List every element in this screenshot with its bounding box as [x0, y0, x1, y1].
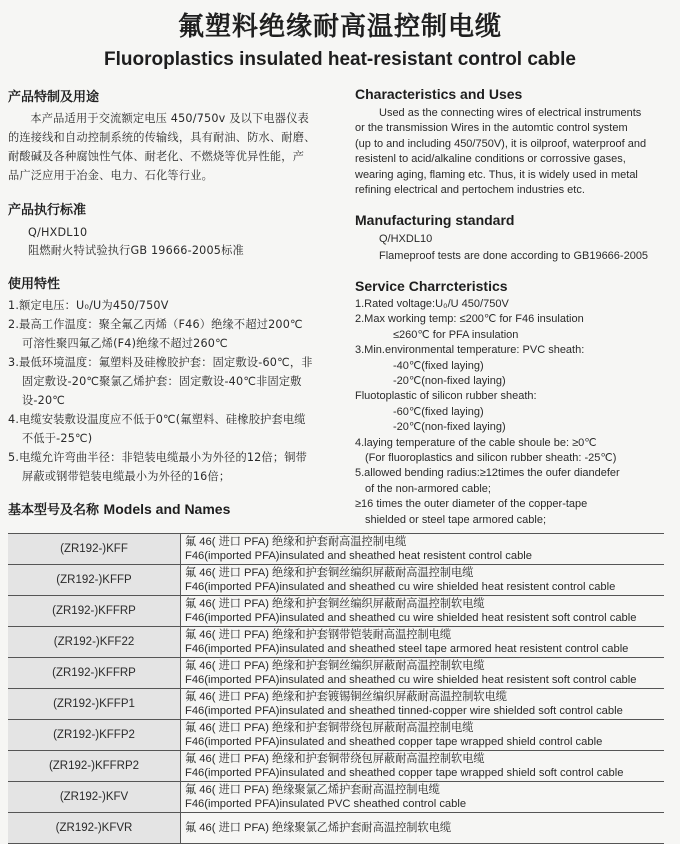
description-cn: 氟 46( 进口 PFA) 绝缘和护套铜丝编织屏蔽耐高温控制电缆	[185, 567, 474, 579]
description-cn: 氟 46( 进口 PFA) 绝缘聚氯乙烯护套耐高温控制电缆	[185, 784, 440, 796]
model-code: (ZR192-)KFVR	[8, 813, 181, 844]
list-item: 设-20℃	[22, 394, 66, 407]
model-code: (ZR192-)KFF	[8, 534, 181, 565]
list-item: ≥16 times the outer diameter of the copper-tape	[355, 498, 588, 511]
page-title-cn: 氟塑料绝缘耐高温控制电缆	[177, 12, 502, 42]
paragraph-line: or the transmission Wires in the automtic control system	[355, 122, 628, 135]
list-item: -40℃(fixed laying)	[393, 359, 484, 372]
list-item: -60℃(fixed laying)	[393, 405, 484, 418]
list-item: 1.额定电压：U₀/U为450/750V	[8, 299, 169, 312]
model-code: (ZR192-)KFV	[8, 782, 181, 813]
model-code: (ZR192-)KFFRP2	[8, 751, 181, 782]
paragraph-line: resistenl to acid/alkaline conditions or corrossive gases,	[355, 153, 626, 166]
table-row	[8, 658, 664, 689]
list-item: 3.最低环境温度：氟塑料及硅橡胶护套：固定敷设-60℃，非	[8, 356, 313, 369]
description-en: F46(imported PFA)insulated PVC sheathed control cable	[185, 798, 467, 810]
paragraph-line: Used as the connecting wires of electrical instruments	[379, 107, 642, 119]
model-code: (ZR192-)KFF22	[8, 627, 181, 658]
features-section-cn	[8, 86, 315, 185]
table-row	[8, 720, 664, 751]
list-item: -20℃(non-fixed laying)	[393, 421, 506, 434]
model-description	[181, 534, 665, 565]
model-description	[181, 813, 665, 844]
model-description	[181, 720, 665, 751]
paragraph-line: 品广泛应用于冶金、电力、石化等行业。	[8, 169, 213, 182]
description-cn: 氟 46( 进口 PFA) 绝缘和护套钢带铠装耐高温控制电缆	[185, 629, 452, 641]
list-item: 4.电缆安装敷设温度应不低于0℃(氟塑料、硅橡胶护套电缆	[8, 413, 306, 426]
paragraph-line: 本产品适用于交流额定电压 450/750v 及以下电器仪表	[30, 112, 309, 125]
section-heading: 产品特制及用途	[8, 90, 100, 105]
paragraph-line: Q/HXDL10	[379, 233, 433, 245]
table-row	[8, 627, 664, 658]
paragraph-line: 的连接线和自动控制系统的传输线，具有耐油、防水、耐磨、	[8, 131, 316, 144]
description-en: F46(imported PFA)insulated and sheathed heat resistent control cable	[185, 550, 533, 562]
model-code: (ZR192-)KFFP	[8, 565, 181, 596]
list-item: (For fluoroplastics and silicon rubber sheath: -25℃)	[365, 452, 617, 465]
model-description	[181, 658, 665, 689]
models-heading-en: Models and Names	[103, 501, 231, 517]
model-description	[181, 751, 665, 782]
model-description	[181, 565, 665, 596]
description-cn: 氟 46( 进口 PFA) 绝缘和护套铜带绕包屏蔽耐高温控制电缆	[185, 722, 474, 734]
list-item: 5.电缆允许弯曲半径：非铠装电缆最小为外径的12倍；铜带	[8, 451, 308, 464]
table-row	[8, 596, 664, 627]
paragraph-line: 阻燃耐火特试验执行GB 19666-2005标准	[28, 244, 244, 257]
characteristics-section-en	[355, 86, 646, 198]
list-item: 2.Max working temp: ≤200℃ for F46 insulation	[355, 313, 584, 326]
list-item: 不低于-25℃)	[22, 432, 93, 445]
models-table	[8, 533, 664, 844]
paragraph-line: (up to and including 450/750V), it is oilproof, waterproof and	[355, 137, 647, 150]
models-heading-cn: 基本型号及名称	[8, 503, 100, 518]
list-item: 3.Min.environmental temperature: PVC sheath:	[355, 344, 585, 357]
list-item: of the non-armored cable;	[365, 482, 491, 495]
description-en: F46(imported PFA)insulated and sheathed steel tape armored heat resistent control cable	[185, 643, 629, 655]
list-item: 可溶性聚四氟乙烯(F4)绝缘不超过260℃	[22, 337, 228, 350]
description-en: F46(imported PFA)insulated and sheathed cu wire shielded heat resistent soft control cable	[185, 674, 637, 686]
list-item: 4.laying temperature of the cable shoule be: ≥0℃	[355, 436, 597, 449]
list-item: 1.Rated voltage:U₀/U 450/750V	[355, 298, 509, 310]
list-item: ≤260℃ for PFA insulation	[393, 328, 519, 341]
table-row	[8, 813, 664, 844]
section-heading: 产品执行标准	[8, 203, 87, 218]
description-cn: 氟 46( 进口 PFA) 绝缘和护套铜丝编织屏蔽耐高温控制软电缆	[185, 660, 485, 672]
standard-section-cn	[8, 199, 244, 260]
list-item: Fluotoplastic of silicon rubber sheath:	[355, 390, 537, 403]
description-cn: 氟 46( 进口 PFA) 绝缘和护套铜带绕包屏蔽耐高温控制软电缆	[185, 753, 485, 765]
model-description	[181, 596, 665, 627]
model-description	[181, 689, 665, 720]
paragraph-line: refining electrical and pertochem industries etc.	[355, 184, 585, 197]
table-row	[8, 534, 664, 565]
paragraph-line: Q/HXDL10	[28, 226, 88, 239]
table-row	[8, 565, 664, 596]
service-section-en	[355, 278, 620, 528]
models-heading	[8, 499, 230, 518]
model-description	[181, 627, 665, 658]
paragraph-line: Flameproof tests are done according to GB19666-2005	[379, 250, 649, 262]
page-title-en: Fluoroplastics insulated heat-resistant control cable	[104, 49, 576, 70]
section-heading: Manufacturing standard	[355, 212, 515, 228]
model-code: (ZR192-)KFFRP	[8, 658, 181, 689]
list-item: 屏蔽或钢带铠装电缆最小为外径的16倍；	[22, 470, 231, 483]
service-section-cn	[8, 273, 313, 486]
section-heading: Service Charrcteristics	[355, 278, 508, 294]
model-code: (ZR192-)KFFP2	[8, 720, 181, 751]
list-item: shielded or steel tape armored cable;	[365, 513, 546, 526]
paragraph-line: 耐酸碱及各种腐蚀性气体、耐老化、不燃烧等优异性能，产	[8, 150, 305, 163]
model-code: (ZR192-)KFFP1	[8, 689, 181, 720]
list-item: -20℃(non-fixed laying)	[393, 375, 506, 388]
list-item: 固定敷设-20℃聚氯乙烯护套：固定敷设-40℃非固定敷	[22, 375, 302, 388]
description-en: F46(imported PFA)insulated and sheathed tinned-copper wire shielded soft control cable	[185, 705, 623, 717]
list-item: 2.最高工作温度：聚全氟乙丙烯（F46）绝缘不超过200℃	[8, 318, 303, 331]
description-cn: 氟 46( 进口 PFA) 绝缘聚氯乙烯护套耐高温控制软电缆	[185, 822, 452, 834]
table-row	[8, 689, 664, 720]
description-cn: 氟 46( 进口 PFA) 绝缘和护套耐高温控制电缆	[185, 536, 407, 548]
description-en: F46(imported PFA)insulated and sheathed copper tape wrapped shield control cable	[185, 736, 603, 748]
description-en: F46(imported PFA)insulated and sheathed cu wire shielded heat resistent soft control cable	[185, 612, 637, 624]
description-cn: 氟 46( 进口 PFA) 绝缘和护套铜丝编织屏蔽耐高温控制软电缆	[185, 598, 485, 610]
description-cn: 氟 46( 进口 PFA) 绝缘和护套镀锡铜丝编织屏蔽耐高温控制软电缆	[185, 691, 507, 703]
standard-section-en	[355, 212, 648, 265]
description-en: F46(imported PFA)insulated and sheathed cu wire shielded heat resistent control cable	[185, 581, 616, 593]
paragraph-line: wearing aging, flaming etc. Thus, it is widely used in metal	[355, 168, 638, 181]
section-heading: Characteristics and Uses	[355, 86, 523, 102]
model-code: (ZR192-)KFFRP	[8, 596, 181, 627]
list-item: 5.allowed bending radius:≥12times the oufer diandefer	[355, 467, 620, 480]
table-row	[8, 751, 664, 782]
description-en: F46(imported PFA)insulated and sheathed copper tape wrapped shield soft control cable	[185, 767, 624, 779]
table-row	[8, 782, 664, 813]
section-heading: 使用特性	[8, 277, 61, 292]
model-description	[181, 782, 665, 813]
